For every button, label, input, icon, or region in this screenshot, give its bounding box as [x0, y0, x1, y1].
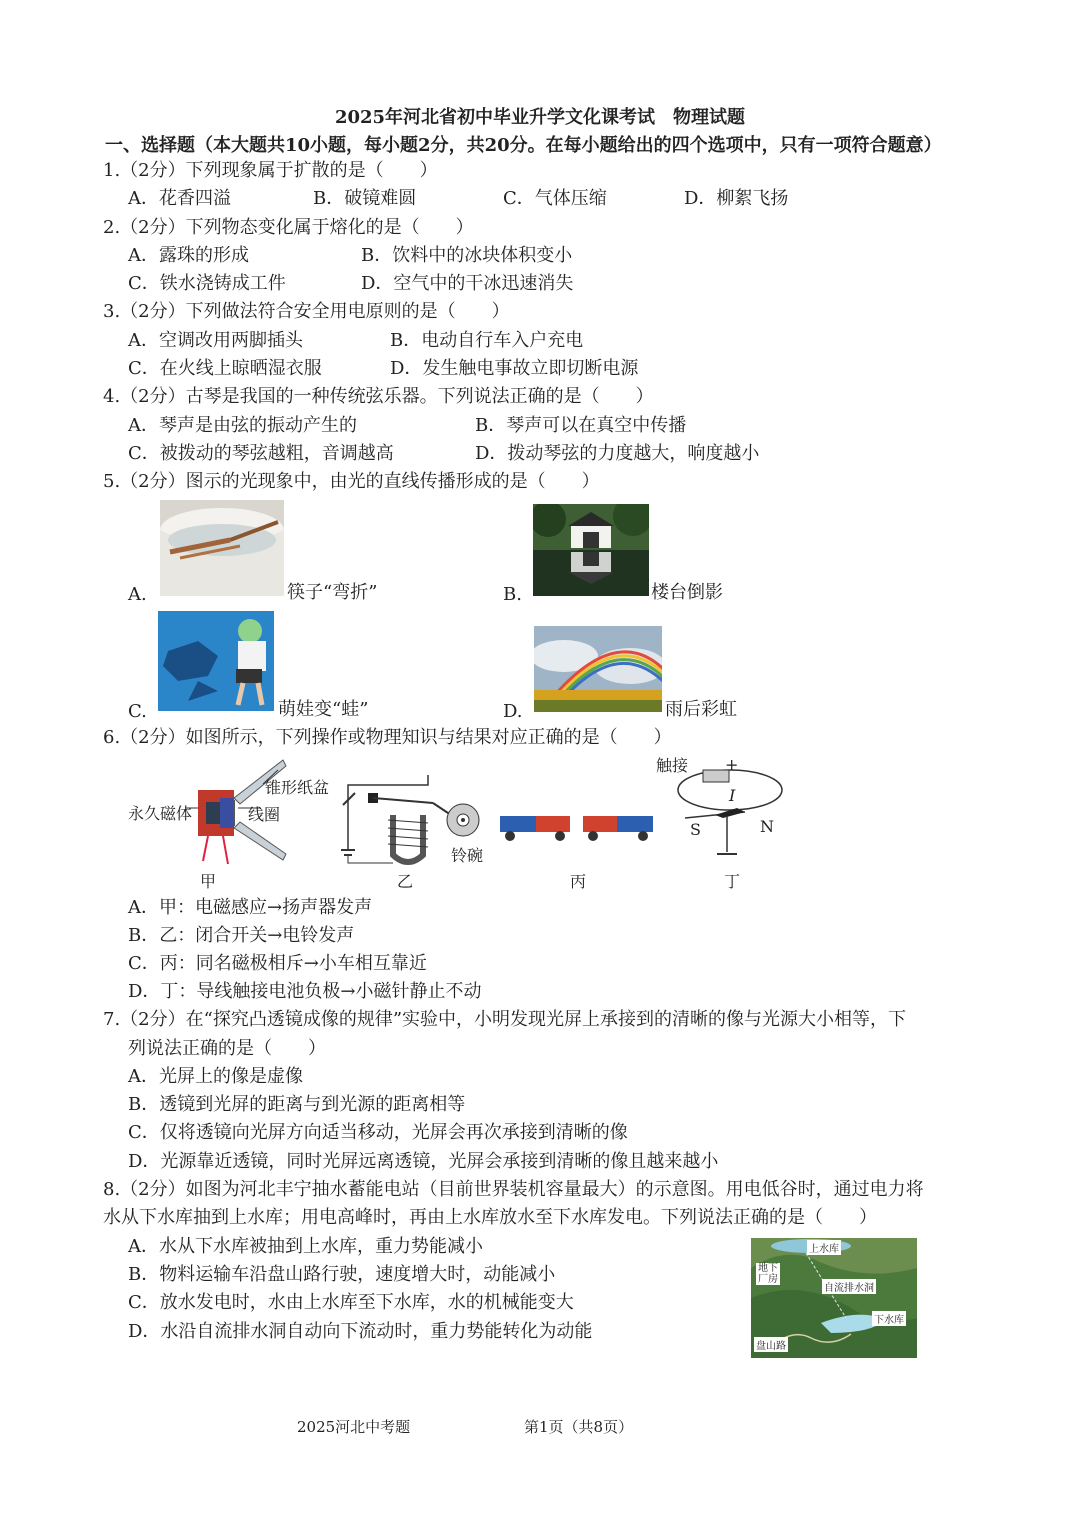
map-label-mountain-road: 盘山路: [754, 1337, 788, 1352]
rainbow-photo: [534, 626, 662, 712]
footer-page-number: 第1页（共8页）: [524, 1418, 634, 1436]
q5-stem: 5.（2分）图示的光现象中，由光的直线传播形成的是（ ）: [103, 471, 600, 492]
q6-option-a: A．甲：电磁感应→扬声器发声: [128, 897, 373, 918]
q5-option-d-letter: D.: [503, 701, 523, 722]
magnet-cars-diagram: [495, 808, 660, 844]
map-label-lower-reservoir: 下水库: [872, 1311, 906, 1326]
q3-option-c: C．在火线上晾晒湿衣服: [128, 358, 322, 379]
q2-option-a: A．露珠的形成: [128, 245, 249, 266]
q8-stem-line2: 水从下水库抽到上水库；用电高峰时，再由上水库放水至下水库发电。下列说法正确的是（ ）: [103, 1207, 877, 1228]
q3-option-a: A．空调改用两脚插头: [128, 330, 303, 351]
q6-stem: 6.（2分）如图所示，下列操作或物理知识与结果对应正确的是（ ）: [103, 727, 672, 748]
q4-option-a: A．琴声是由弦的振动产生的: [128, 415, 357, 436]
q4-option-d: D．拨动琴弦的力度越大，响度越小: [475, 443, 760, 464]
figure-ding-caption: 丁: [724, 872, 741, 891]
q2-option-d: D．空气中的干冰迅速消失: [361, 273, 574, 294]
q5-option-d-caption: 雨后彩虹: [665, 699, 737, 720]
map-label-drain-tunnel: 自流排水洞: [822, 1279, 876, 1294]
q3-option-d: D．发生触电事故立即切断电源: [390, 358, 639, 379]
q6-option-d: D．丁：导线触接电池负极→小磁针静止不动: [128, 981, 482, 1002]
q1-option-a: A．花香四溢: [128, 188, 231, 209]
q4-option-c: C．被拨动的琴弦越粗，音调越高: [128, 443, 394, 464]
footer-exam-name: 2025河北中考题: [297, 1418, 411, 1436]
q1-option-d: D．柳絮飞扬: [684, 188, 789, 209]
q5-option-b-letter: B.: [503, 584, 522, 605]
section-heading: 一、选择题（本大题共10小题，每小题2分，共20分。在每小题给出的四个选项中，只有一项符合题意）: [105, 135, 942, 156]
map-label-powerhouse: 厂房: [758, 1274, 778, 1285]
label-north-pole: N: [760, 817, 774, 836]
q7-option-c: C．仅将透镜向光屏方向适当移动，光屏会再次承接到清晰的像: [128, 1122, 628, 1143]
q8-option-b: B．物料运输车沿盘山路行驶，速度增大时，动能减小: [128, 1264, 556, 1285]
q7-stem-line1: 7.（2分）在“探究凸透镜成像的规律”实验中，小明发现光屏上承接到的清晰的像与光源大小相等，下: [103, 1009, 907, 1030]
q1-option-b: B．破镜难圆: [313, 188, 417, 209]
q3-stem: 3.（2分）下列做法符合安全用电原则的是（ ）: [103, 301, 510, 322]
label-touch: 触接: [656, 756, 689, 775]
label-bell-bowl: 铃碗: [451, 846, 484, 865]
q7-option-a: A．光屏上的像是虚像: [128, 1066, 303, 1087]
q6-option-c: C．丙：同名磁极相斥→小车相互靠近: [128, 953, 427, 974]
q2-stem: 2.（2分）下列物态变化属于熔化的是（ ）: [103, 217, 474, 238]
label-south-pole: S: [690, 820, 701, 839]
map-label-underground: 地下: [758, 1263, 778, 1274]
label-current-i: I: [729, 786, 736, 805]
pavilion-reflection-photo: [533, 504, 649, 596]
q3-option-b: B．电动自行车入户充电: [390, 330, 584, 351]
q7-option-d: D．光源靠近透镜，同时光屏远离透镜，光屏会承接到清晰的像且越来越小: [128, 1151, 719, 1172]
label-coil: 线圈: [248, 805, 281, 824]
q5-option-a-caption: 筷子“弯折”: [287, 582, 378, 603]
q8-option-a: A．水从下水库被抽到上水库，重力势能减小: [128, 1236, 483, 1257]
label-plus: +: [725, 755, 739, 774]
q5-option-c-letter: C.: [128, 701, 147, 722]
q8-stem-line1: 8.（2分）如图为河北丰宁抽水蓄能电站（目前世界装机容量最大）的示意图。用电低谷时，通过电力将: [103, 1179, 924, 1200]
child-shadow-photo: [158, 611, 274, 711]
q2-option-c: C．铁水浇铸成工件: [128, 273, 286, 294]
q5-option-b-caption: 楼台倒影: [651, 582, 723, 603]
figure-jia-caption: 甲: [200, 872, 217, 891]
label-permanent-magnet: 永久磁体: [128, 804, 193, 823]
q8-option-c: C．放水发电时，水由上水库至下水库，水的机械能变大: [128, 1292, 574, 1313]
oersted-diagram: [675, 760, 785, 865]
q1-option-c: C．气体压缩: [503, 188, 607, 209]
q4-option-b: B．琴声可以在真空中传播: [475, 415, 687, 436]
label-paper-cone: 锥形纸盆: [265, 778, 330, 797]
q4-stem: 4.（2分）古琴是我国的一种传统弦乐器。下列说法正确的是（ ）: [103, 386, 654, 407]
q7-option-b: B．透镜到光屏的距离与到光源的距离相等: [128, 1094, 466, 1115]
paper-title: 2025年河北省初中毕业升学文化课考试 物理试题: [334, 107, 746, 128]
q7-stem-line2: 列说法正确的是（ ）: [128, 1038, 326, 1059]
figure-bing-caption: 丙: [570, 872, 587, 891]
map-label-upper-reservoir: 上水库: [807, 1240, 841, 1255]
q6-option-b: B．乙：闭合开关→电铃发声: [128, 925, 355, 946]
q2-option-b: B．饮料中的冰块体积变小: [361, 245, 573, 266]
q5-option-c-caption: 萌娃变“蛙”: [278, 699, 369, 720]
chopsticks-photo: [160, 500, 284, 596]
q8-option-d: D．水沿自流排水洞自动向下流动时，重力势能转化为动能: [128, 1321, 593, 1342]
q1-stem: 1.（2分）下列现象属于扩散的是（ ）: [103, 160, 438, 181]
q5-option-a-letter: A.: [128, 584, 147, 605]
figure-yi-caption: 乙: [397, 872, 414, 891]
